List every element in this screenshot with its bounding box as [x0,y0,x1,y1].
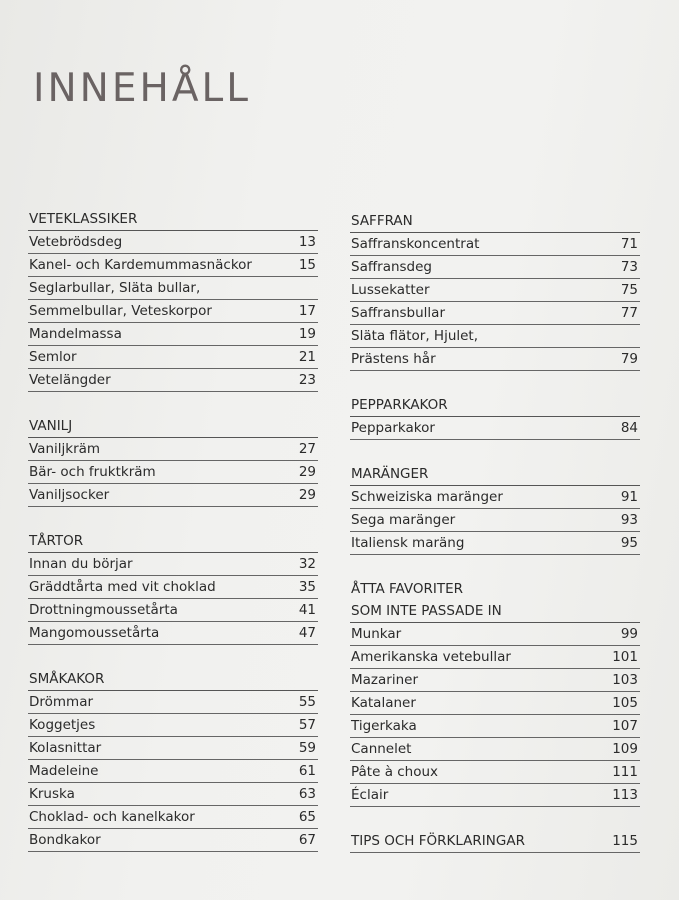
toc-entry[interactable] [28,484,318,507]
toc-entry[interactable] [350,256,640,279]
entry-page-number: 17 [298,303,316,319]
toc-entry[interactable] [350,761,640,784]
entry-page-number: 15 [298,257,316,273]
entry-page-number: 77 [620,305,638,321]
entry-page-number: 75 [620,282,638,298]
toc-column-right [350,210,640,876]
entry-page-number: 105 [612,695,638,711]
toc-entry[interactable] [28,599,318,622]
entry-label: Drömmar [29,694,94,710]
entry-label: Semmelbullar, Veteskorpor [29,303,212,319]
entry-page-number: 29 [298,487,316,503]
entry-label: Drottningmoussetårta [29,602,178,618]
entry-page-number: 93 [620,512,638,528]
entry-label: Sega maränger [351,512,456,528]
entry-label: Saffransdeg [351,259,432,275]
toc-section [28,530,318,645]
entry-label: Semlor [29,349,77,365]
entry-page-number: 61 [298,763,316,779]
toc-section [350,578,640,807]
entry-label: Pepparkakor [351,420,435,436]
toc-entry[interactable] [350,348,640,371]
entry-label: Munkar [351,626,402,642]
entry-page-number: 107 [612,718,638,734]
toc-section [28,668,318,852]
entry-page-number: 32 [298,556,316,572]
toc-entry[interactable] [28,300,318,323]
toc-entry[interactable] [28,714,318,737]
toc-entry[interactable] [28,323,318,346]
entry-page-number: 13 [298,234,316,250]
entry-label: TIPS OCH FÖRKLARINGAR [351,833,525,849]
entry-label: Prästens hår [351,351,436,367]
entry-label: Vaniljkräm [29,441,101,457]
toc-section [28,415,318,507]
entry-label: Pâte à choux [351,764,439,780]
entry-page-number: 91 [620,489,638,505]
toc-entry[interactable] [28,806,318,829]
toc-column-left [28,208,318,875]
entry-label: Mangomoussetårta [29,625,160,641]
entry-label: Mazariner [351,672,418,688]
entry-label: Tigerkaka [351,718,417,734]
entry-label: Släta flätor, Hjulet, [351,328,479,344]
entry-page-number: 19 [298,326,316,342]
entry-page-number: 63 [298,786,316,802]
entry-page-number: 29 [298,464,316,480]
toc-entry[interactable] [350,509,640,532]
entry-page-number: 101 [612,649,638,665]
entry-page-number: 84 [620,420,638,436]
entry-label: Vetebrödsdeg [29,234,123,250]
section-heading: TÅRTOR [28,530,318,553]
section-heading: PEPPARKAKOR [350,394,640,417]
entry-page-number [292,277,316,299]
section-heading-continued: SOM INTE PASSADE IN [350,600,640,623]
toc-section [350,830,640,853]
entry-page-number: 109 [612,741,638,757]
toc-entry[interactable] [28,438,318,461]
toc-entry[interactable] [28,231,318,254]
toc-entry[interactable] [350,715,640,738]
entry-page-number: 47 [298,625,316,641]
entry-label: Saffransbullar [351,305,446,321]
entry-label: Lussekatter [351,282,430,298]
entry-page-number: 79 [620,351,638,367]
entry-label: Kolasnittar [29,740,102,756]
toc-entry[interactable] [350,532,640,555]
entry-label: Innan du börjar [29,556,133,572]
toc-entry[interactable] [28,829,318,852]
toc-entry[interactable] [350,325,640,348]
entry-page-number: 23 [298,372,316,388]
toc-entry[interactable] [350,692,640,715]
entry-label: Bondkakor [29,832,101,848]
toc-entry[interactable] [350,830,640,853]
toc-entry[interactable] [28,622,318,645]
entry-page-number: 99 [620,626,638,642]
entry-page-number [614,325,638,347]
entry-label: Madeleine [29,763,99,779]
toc-entry[interactable] [28,553,318,576]
entry-label: Italiensk maräng [351,535,465,551]
toc-entry[interactable] [28,760,318,783]
entry-page-number: 71 [620,236,638,252]
toc-entry[interactable] [350,784,640,807]
toc-section [28,208,318,392]
toc-entry[interactable] [28,783,318,806]
toc-entry[interactable] [350,302,640,325]
entry-page-number: 111 [612,764,638,780]
entry-label: Seglarbullar, Släta bullar, [29,280,201,296]
page-title: INNEHÅLL [33,66,251,112]
entry-label: Saffranskoncentrat [351,236,480,252]
entry-page-number: 35 [298,579,316,595]
entry-label: Kanel- och Kardemummasnäckor [29,257,252,273]
entry-label: Amerikanska vetebullar [351,649,511,665]
entry-page-number: 57 [298,717,316,733]
entry-label: Schweiziska maränger [351,489,503,505]
entry-page-number: 65 [298,809,316,825]
toc-section [350,394,640,440]
entry-page-number: 67 [298,832,316,848]
toc-entry[interactable] [350,738,640,761]
toc-entry[interactable] [28,277,318,300]
toc-entry[interactable] [28,576,318,599]
toc-entry[interactable] [350,279,640,302]
toc-entry[interactable] [350,417,640,440]
toc-entry[interactable] [350,486,640,509]
entry-page-number: 113 [612,787,638,803]
entry-label: Gräddtårta med vit choklad [29,579,216,595]
entry-label: Vetelängder [29,372,111,388]
toc-entry[interactable] [28,737,318,760]
toc-section [350,463,640,555]
entry-label: Kruska [29,786,75,802]
entry-page-number: 95 [620,535,638,551]
toc-entry[interactable] [350,669,640,692]
entry-label: Éclair [351,787,389,803]
toc-entry[interactable] [28,369,318,392]
toc-entry[interactable] [28,461,318,484]
entry-label: Koggetjes [29,717,96,733]
toc-entry[interactable] [28,254,318,277]
entry-page-number: 41 [298,602,316,618]
section-heading: SMÅKAKOR [28,668,318,691]
entry-label: Choklad- och kanelkakor [29,809,195,825]
entry-label: Cannelet [351,741,412,757]
section-heading: MARÄNGER [350,463,640,486]
entry-label: Katalaner [351,695,416,711]
toc-entry[interactable] [350,233,640,256]
entry-label: Mandelmassa [29,326,122,342]
entry-page-number: 73 [620,259,638,275]
toc-entry[interactable] [350,646,640,669]
section-heading: VANILJ [28,415,318,438]
entry-page-number: 115 [612,833,638,849]
toc-entry[interactable] [350,623,640,646]
entry-label: Vaniljsocker [29,487,110,503]
toc-section [350,210,640,371]
section-heading: SAFFRAN [350,210,640,233]
toc-entry[interactable] [28,691,318,714]
entry-page-number: 21 [298,349,316,365]
entry-page-number: 55 [298,694,316,710]
entry-page-number: 27 [298,441,316,457]
entry-page-number: 59 [298,740,316,756]
entry-page-number: 103 [612,672,638,688]
entry-label: Bär- och fruktkräm [29,464,156,480]
toc-entry[interactable] [28,346,318,369]
section-heading: VETEKLASSIKER [28,208,318,231]
section-heading: ÅTTA FAVORITER [351,581,464,597]
